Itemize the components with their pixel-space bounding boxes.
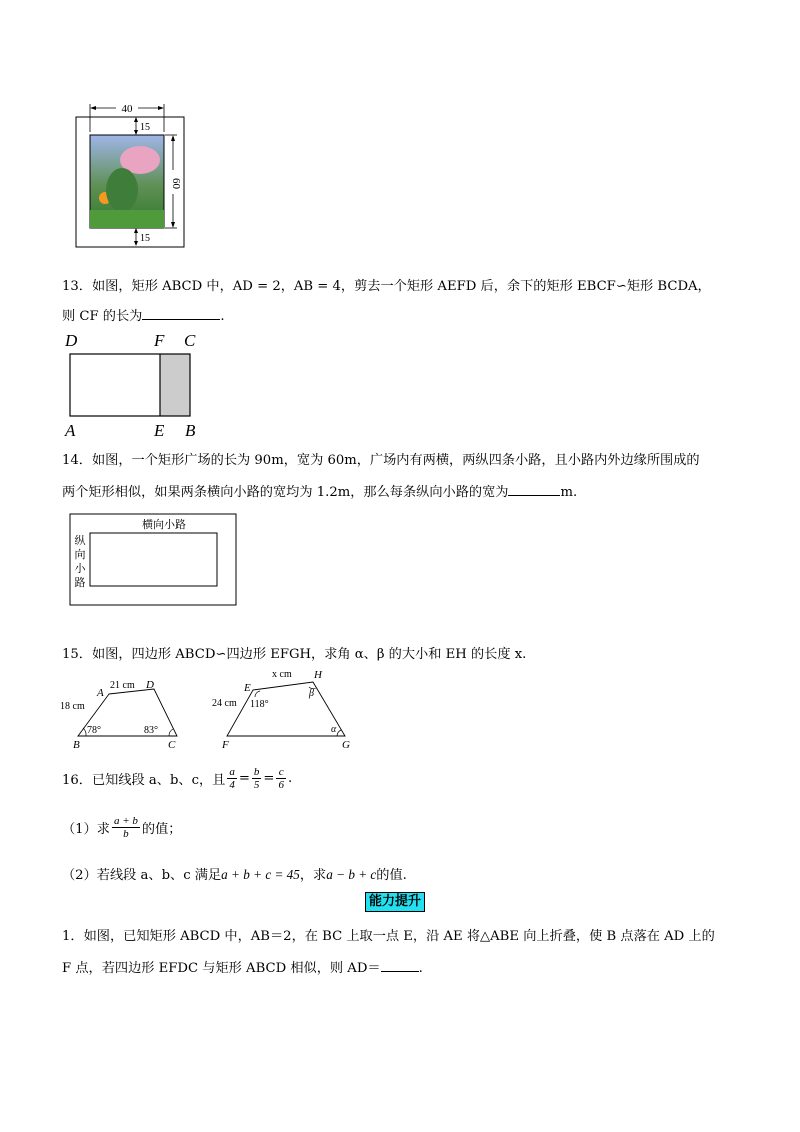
svg-text:B: B: [73, 739, 80, 751]
svg-text:向: 向: [74, 549, 86, 561]
ex1-line2: F 点，若四边形 EFDC 与矩形 ABCD 相似，则 AD＝ .: [62, 961, 423, 976]
svg-text:18 cm: 18 cm: [60, 701, 85, 712]
svg-text:78°: 78°: [87, 725, 101, 736]
quadrilateral-abcd-figure: [58, 674, 188, 752]
svg-text:C: C: [184, 331, 196, 350]
svg-text:β: β: [309, 688, 314, 699]
answer-blank[interactable]: [142, 307, 220, 320]
q16-part1: （1）求 $\frac{a + b}{b}$ 的值；: [62, 815, 182, 840]
svg-text:E: E: [154, 421, 165, 440]
svg-text:A: A: [65, 421, 76, 440]
svg-text:B: B: [185, 421, 196, 440]
svg-text:E: E: [244, 682, 251, 694]
svg-text:D: D: [65, 331, 78, 350]
rectangle-abcd-figure: [60, 330, 210, 440]
svg-text:x cm: x cm: [272, 669, 292, 680]
svg-text:118°: 118°: [250, 699, 269, 710]
svg-text:83°: 83°: [144, 725, 158, 736]
q16-part2: （2）若线段 a、b、c 满足a + b + c = 45，求a − b + c的值.: [62, 867, 407, 883]
section-title-badge: 能力提升: [365, 892, 425, 912]
svg-text:24 cm: 24 cm: [212, 698, 237, 709]
picture-frame-figure: [70, 90, 190, 255]
top-margin-label: 15: [140, 122, 150, 133]
ex1-line1: 1．如图，已知矩形 ABCD 中，AB＝2，在 BC 上取一点 E，沿 AE 将△ABE 向上折叠，使 B 点落在 AD 上的: [62, 929, 715, 944]
svg-text:D: D: [146, 679, 154, 691]
q15-line1: 15．如图，四边形 ABCD∽四边形 EFGH，求角 α、β 的大小和 EH 的长度 x.: [62, 647, 527, 662]
q14-line2: 两个矩形相似，如果两条横向小路的宽均为 1.2m，那么每条纵向小路的宽为 m.: [62, 485, 578, 500]
svg-text:H: H: [314, 669, 322, 681]
horizontal-path-label: 横向小路: [142, 519, 186, 531]
bottom-margin-label: 15: [140, 233, 150, 244]
q13-line1: 13．如图，矩形 ABCD 中，AD = 2，AB = 4，剪去一个矩形 AEFD 后，余下的矩形 EBCF∽矩形 BCDA，: [62, 279, 711, 294]
answer-blank[interactable]: [381, 959, 419, 972]
quadrilateral-efgh-figure: [210, 664, 360, 754]
width-label: 40: [121, 103, 133, 115]
svg-text:A: A: [97, 687, 104, 699]
svg-text:F: F: [222, 739, 229, 751]
height-label: 60: [170, 178, 182, 189]
square-paths-figure: [68, 512, 240, 608]
svg-text:小: 小: [74, 563, 86, 575]
q16-line1: 16．已知线段 a、b、c，且 $\frac{a}{4}$ = $\frac{b}{5}$ = $\frac{c}{6}$ .: [62, 766, 293, 791]
svg-text:G: G: [342, 739, 350, 751]
svg-text:路: 路: [74, 577, 86, 589]
q14-line1: 14．如图，一个矩形广场的长为 90m，宽为 60m，广场内有两横，两纵四条小路，且小路内外边缘所围成的: [62, 453, 700, 468]
svg-text:21 cm: 21 cm: [110, 680, 135, 691]
svg-text:α: α: [331, 724, 337, 735]
answer-blank[interactable]: [508, 483, 560, 496]
q13-line2: 则 CF 的长为 .: [62, 309, 225, 324]
svg-text:F: F: [154, 331, 165, 350]
svg-text:C: C: [168, 739, 176, 751]
svg-text:纵: 纵: [74, 535, 86, 547]
